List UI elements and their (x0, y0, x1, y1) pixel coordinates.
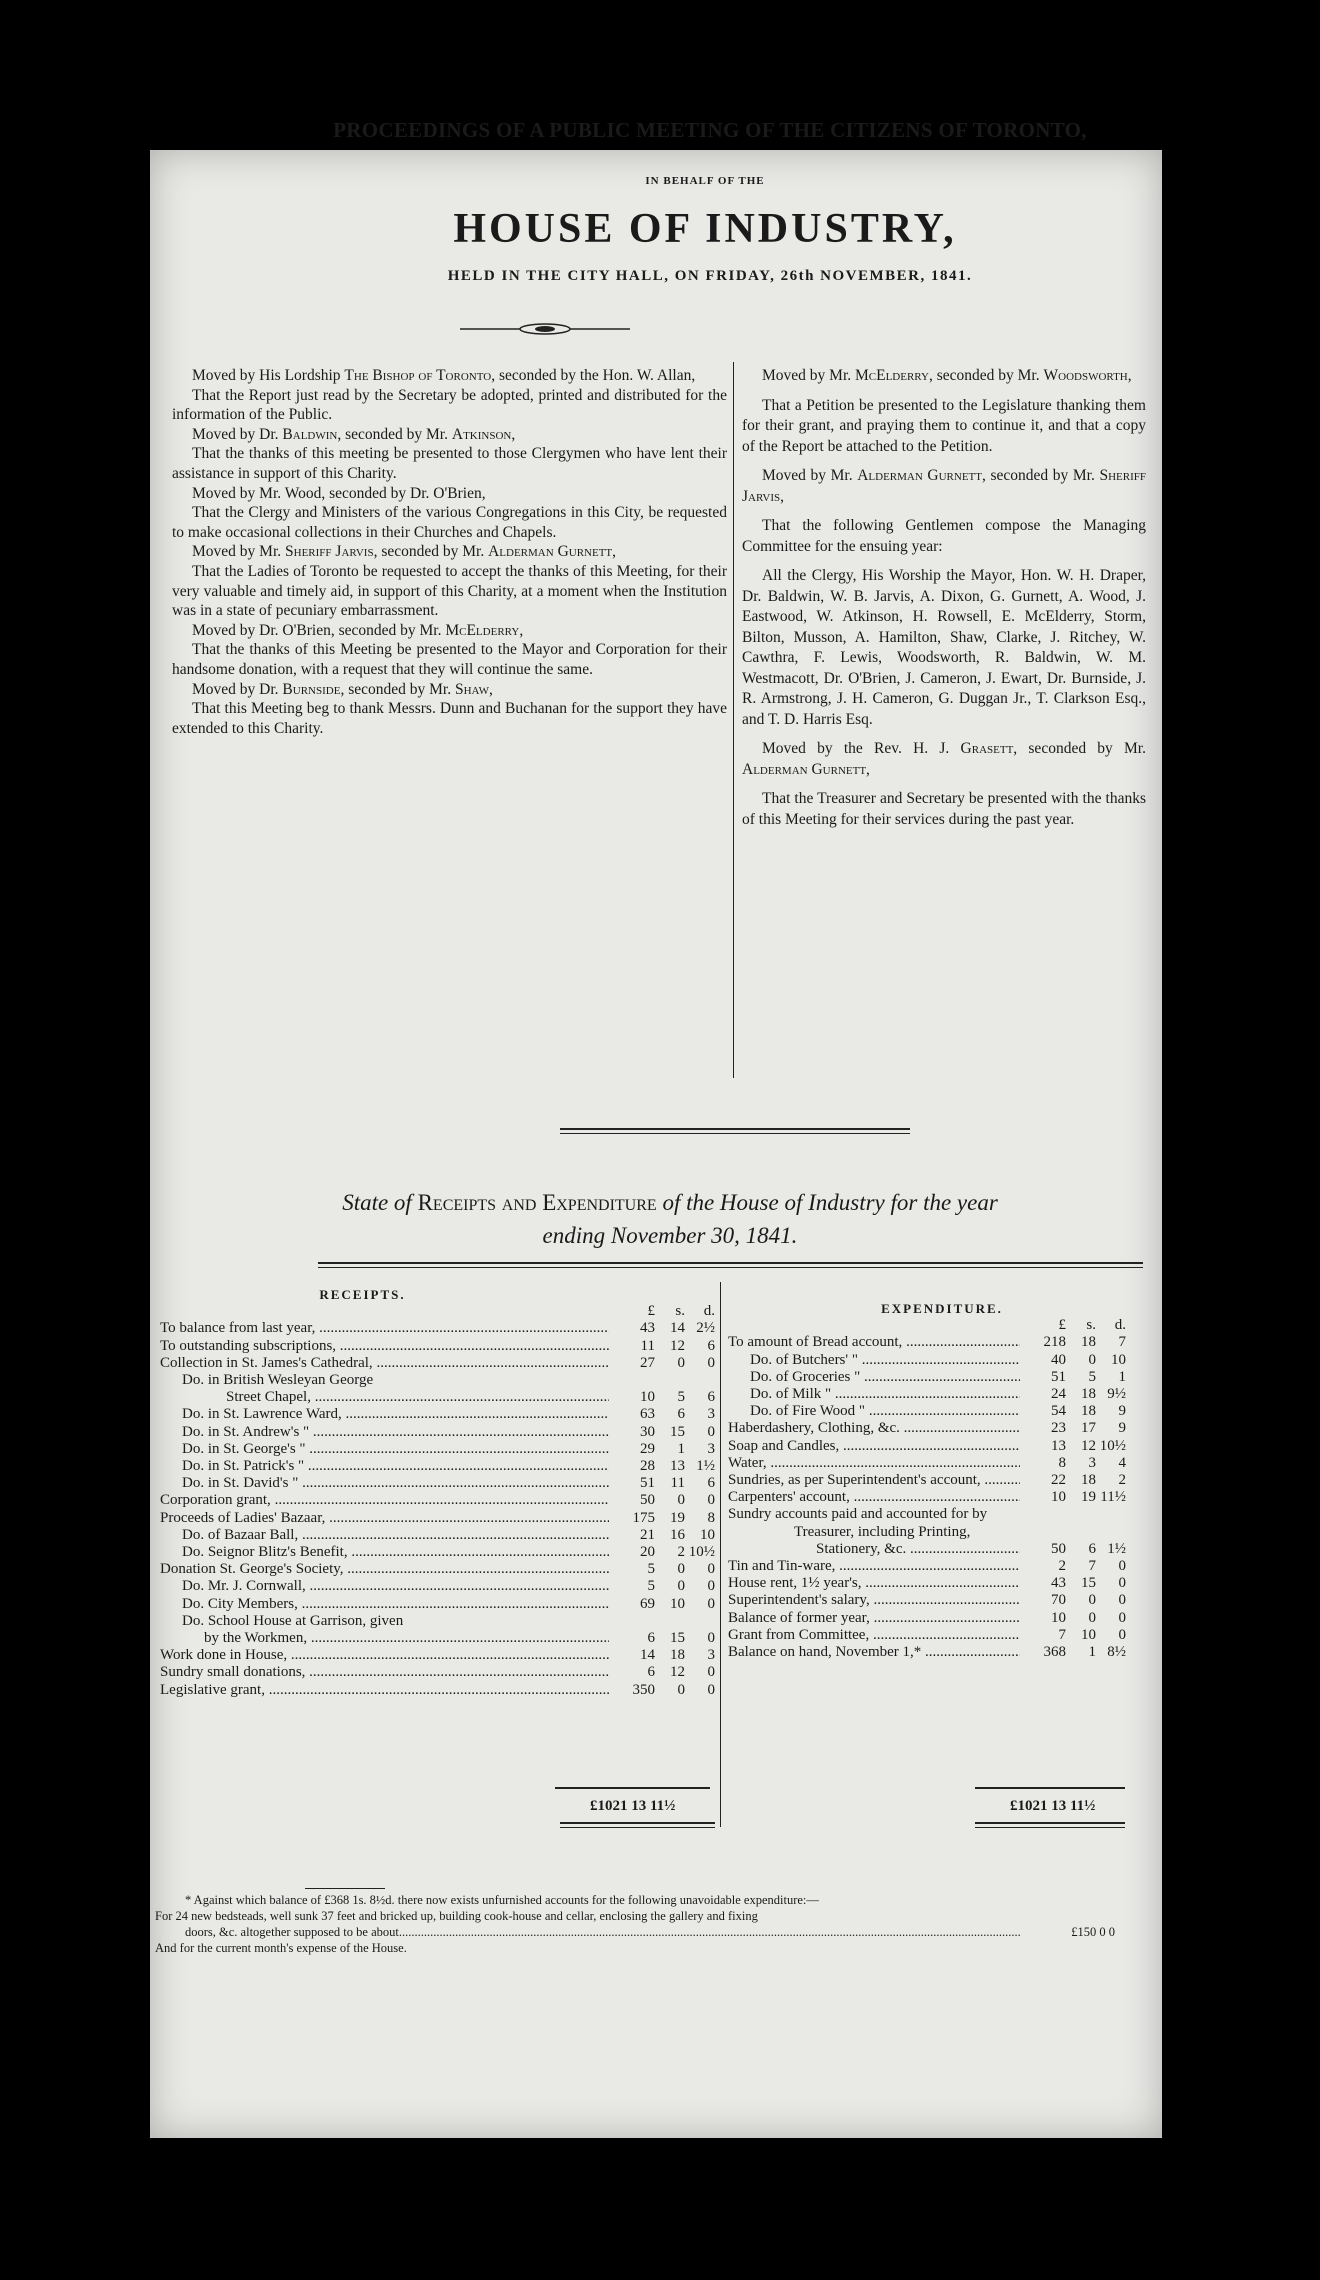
resolution-text: All the Clergy, His Worship the Mayor, Hon. W. H. Draper, Dr. Baldwin, W. B. Jarvis, A. Dixon, G. Gurnett, A. Wood, J. Eastwood, W. Atkinson, H. Rowsell, E. McElderry, Storm, Bilton, Musson, A. Hamilton, Shaw, Clarke, J. Ritchey, W. Cawthra, F. Lewis, Woodsworth, R. Baldwin, W. M. Westmacott, Dr. O'Brien, J. Cameron, J. Ewart, Dr. Burnside, J. R. Armstrong, J. H. Cameron, G. Duggan Jr., T. Clarkson Esq., and T. D. Harris Esq. (742, 567, 1146, 728)
account-label: Corporation grant, ..... (160, 1492, 609, 1509)
amount-s: 12 (670, 1664, 685, 1681)
amount-d: 9 (1118, 1403, 1126, 1420)
resolution-text: That the Ladies of Toronto be requested to accept the thanks of this Meeting, for their very valuable and timely aid, in support of this Charity, at a moment when the Institution was in a state of pecuniary embarrassment. (172, 562, 727, 620)
amount-p: 13 (1051, 1437, 1066, 1454)
amount-p: 29 (640, 1440, 655, 1457)
amount-d: 6 (707, 1475, 715, 1492)
account-label: Work done in House, ..... (160, 1647, 609, 1664)
ornament-divider (460, 322, 630, 336)
amount-p: 22 (1051, 1472, 1066, 1489)
amount-p: 28 (640, 1458, 655, 1475)
amount-p: 24 (1051, 1386, 1066, 1403)
account-label: Treasurer, including Printing, (794, 1523, 971, 1540)
footnote-line-4: And for the current month's expense of the House. (155, 1941, 407, 1955)
column-heads (728, 1317, 1126, 1334)
account-row (728, 1369, 1126, 1386)
account-row (728, 1403, 1126, 1420)
amount-p: 14 (640, 1647, 655, 1664)
column-head: £ (1058, 1317, 1066, 1334)
amount-d: 1½ (1107, 1540, 1126, 1557)
account-label: Sundry accounts paid and accounted for by (728, 1506, 988, 1523)
amount-s: 19 (1081, 1489, 1096, 1506)
account-row (728, 1420, 1126, 1437)
amount-d: 3 (707, 1406, 715, 1423)
amount-p: 27 (640, 1354, 655, 1371)
amount-s: 17 (1081, 1420, 1096, 1437)
amount-p: 6 (647, 1630, 655, 1647)
amount-p (1020, 1506, 1066, 1523)
column-head: d. (1114, 1317, 1126, 1334)
account-row (728, 1489, 1126, 1506)
account-row (160, 1355, 715, 1372)
motion-line: Moved by Mr. McElderry, seconded by Mr. Woodsworth, (762, 367, 1132, 384)
account-label: Balance on hand, November 1,* ..... (728, 1644, 1020, 1661)
amount-s: 18 (670, 1647, 685, 1664)
heading-house-of-industry: HOUSE OF INDUSTRY, (453, 206, 957, 252)
motion-line: Moved by Mr. Alderman Gurnett, seconded by Mr. Sheriff Jarvis, (742, 467, 1146, 505)
account-row (728, 1610, 1126, 1627)
column-head: s. (675, 1303, 685, 1320)
footnote-rule (305, 1888, 385, 1889)
amount-s: 6 (1088, 1540, 1096, 1557)
account-row (160, 1682, 715, 1699)
account-row (728, 1558, 1126, 1575)
amount-p: 23 (1051, 1420, 1066, 1437)
account-row (728, 1524, 1126, 1541)
statement-rule (318, 1262, 1143, 1268)
account-row (728, 1592, 1126, 1609)
account-row (160, 1613, 715, 1630)
amount-d: 10½ (1099, 1437, 1126, 1454)
amount-d: 0 (707, 1423, 715, 1440)
amount-s: 14 (670, 1320, 685, 1337)
account-label: Collection in St. James's Cathedral, ..... (160, 1355, 609, 1372)
account-label: Do. of Butchers' " ..... (728, 1352, 1020, 1369)
amount-s: 0 (1088, 1592, 1096, 1609)
footnote-amount: £150 0 0 (1071, 1925, 1115, 1939)
amount-d: 9 (1118, 1420, 1126, 1437)
account-label: Do. in St. George's " ..... (160, 1441, 609, 1458)
column-head: s. (1086, 1317, 1096, 1334)
amount-s: 6 (677, 1406, 685, 1423)
motion-line: Moved by Dr. Baldwin, seconded by Mr. Atkinson, (192, 425, 516, 443)
expenditure-sum-rule (975, 1787, 1125, 1789)
account-row (160, 1338, 715, 1355)
account-label: Soap and Candles, ..... (728, 1438, 1020, 1455)
amount-s (1066, 1524, 1096, 1541)
section-divider (560, 1128, 910, 1134)
amount-d: 0 (707, 1595, 715, 1612)
account-label: Stationery, &c. ..... (728, 1541, 1020, 1558)
account-row (160, 1527, 715, 1544)
amount-p: 5 (647, 1578, 655, 1595)
footnote-line-1: * Against which balance of £368 1s. 8½d. there now exists unfurnished accounts for the following unavoidable expenditure:— (185, 1893, 819, 1907)
account-label: Superintendent's salary, ..... (728, 1592, 1020, 1609)
amount-s: 18 (1081, 1334, 1096, 1351)
amount-d: 0 (707, 1664, 715, 1681)
account-label: Do. of Fire Wood " ..... (728, 1403, 1020, 1420)
amount-s: 12 (1081, 1437, 1096, 1454)
amount-d (1096, 1524, 1126, 1541)
amount-s: 18 (1081, 1403, 1096, 1420)
column-heads-spacer (728, 1317, 1020, 1334)
account-label: Balance of former year, ..... (728, 1610, 1020, 1627)
amount-s: 5 (1088, 1368, 1096, 1385)
amount-d: 11½ (1100, 1489, 1126, 1506)
amount-s: 1 (1088, 1644, 1096, 1661)
amount-d: 6 (707, 1337, 715, 1354)
footnote-line-2: For 24 new bedsteads, well sunk 37 feet and bricked up, building cook-house and cellar, enclosing the gallery and fixing (155, 1909, 758, 1923)
account-row (160, 1372, 715, 1389)
amount-d: 0 (1118, 1609, 1126, 1626)
expenditure-heading: EXPENDITURE. (881, 1301, 1003, 1316)
motion-line: Moved by Dr. Burnside, seconded by Mr. Shaw, (192, 680, 493, 698)
amount-s: 7 (1088, 1558, 1096, 1575)
amount-s: 0 (677, 1354, 685, 1371)
account-label: Do. City Members, ..... (160, 1596, 609, 1613)
account-row (728, 1472, 1126, 1489)
amount-d: 6 (707, 1389, 715, 1406)
amount-s: 1 (677, 1440, 685, 1457)
account-label: Legislative grant, ..... (160, 1682, 609, 1699)
account-label: House rent, 1½ year's, ..... (728, 1575, 1020, 1592)
account-label: Do. Seignor Blitz's Benefit, ..... (160, 1544, 609, 1561)
account-row (160, 1389, 715, 1406)
amount-d: 0 (1118, 1575, 1126, 1592)
account-row (160, 1630, 715, 1647)
amount-d: 0 (707, 1354, 715, 1371)
amount-p: 51 (1051, 1368, 1066, 1385)
account-row (728, 1334, 1126, 1351)
account-row (728, 1438, 1126, 1455)
amount-d: 2½ (696, 1320, 715, 1337)
amount-p: 218 (1043, 1334, 1066, 1351)
amount-d (685, 1372, 715, 1389)
account-row (728, 1541, 1126, 1558)
amount-p: 10 (1051, 1489, 1066, 1506)
resolution-text: That the Clergy and Ministers of the various Congregations in this City, be requested to make occasional collections in their Churches and Chapels. (172, 504, 727, 541)
amount-d: 10 (700, 1526, 715, 1543)
account-row (728, 1644, 1126, 1661)
amount-s (655, 1613, 685, 1630)
receipts-heading: RECEIPTS. (319, 1287, 406, 1302)
account-row (160, 1578, 715, 1595)
account-row (160, 1492, 715, 1509)
amount-s: 13 (670, 1458, 685, 1475)
amount-p: 21 (640, 1526, 655, 1543)
account-label: Do. in St. David's " ..... (160, 1475, 609, 1492)
amount-p: 175 (632, 1509, 655, 1526)
account-label: Carpenters' account, ..... (728, 1489, 1020, 1506)
expenditure-table (728, 1300, 1126, 1661)
amount-p: 50 (640, 1492, 655, 1509)
account-row (728, 1455, 1126, 1472)
amount-s: 0 (677, 1578, 685, 1595)
column-heads-spacer (160, 1303, 609, 1320)
account-row (160, 1320, 715, 1337)
footnote (155, 1892, 1115, 1956)
amount-d: 1½ (696, 1458, 715, 1475)
resolution-text: That this Meeting beg to thank Messrs. Dunn and Buchanan for the support they have extended to this Charity. (172, 700, 727, 737)
account-label: Do. of Groceries " ..... (728, 1369, 1020, 1386)
amount-d (1096, 1506, 1126, 1523)
resolution-text: That the thanks of this meeting be presented to those Clergymen who have lent their assistance in support of this Charity. (172, 445, 727, 482)
amount-d: 3 (707, 1440, 715, 1457)
amount-s: 11 (670, 1475, 685, 1492)
amount-s: 2 (677, 1544, 685, 1561)
amount-d: 10 (1111, 1351, 1126, 1368)
amount-p: 63 (640, 1406, 655, 1423)
left-resolutions-column (172, 366, 727, 738)
amount-s: 0 (677, 1492, 685, 1509)
motion-line: Moved by His Lordship The Bishop of Toronto, seconded by the Hon. W. Allan, (192, 367, 696, 384)
amount-p: 40 (1051, 1351, 1066, 1368)
amount-p: 8 (1058, 1454, 1066, 1471)
amount-s: 0 (677, 1561, 685, 1578)
motion-line: Moved by Mr. Sheriff Jarvis, seconded by Mr. Alderman Gurnett, (192, 543, 617, 561)
amount-d: 3 (707, 1647, 715, 1664)
amount-p: 69 (640, 1595, 655, 1612)
amount-d: 8½ (1107, 1644, 1126, 1661)
account-row (160, 1441, 715, 1458)
amount-p: 7 (1058, 1626, 1066, 1643)
account-label: Do. in St. Andrew's " ..... (160, 1424, 609, 1441)
amount-p: 5 (647, 1561, 655, 1578)
account-row (728, 1386, 1126, 1403)
accounts-divider (720, 1282, 721, 1827)
resolution-text: That a Petition be presented to the Legislature thanking them for their grant, and praying them to continue it, and that a copy of the Report be attached to the Petition. (742, 396, 1146, 455)
account-row (160, 1475, 715, 1492)
amount-p: 368 (1043, 1644, 1066, 1661)
account-label: Haberdashery, Clothing, &c. ..... (728, 1420, 1020, 1437)
account-label: Donation St. George's Society, ..... (160, 1561, 609, 1578)
statement-title: State of Receipts and Expenditure of the House of Industry for the year ending November 30, 1841. (342, 1190, 998, 1248)
amount-p: 2 (1058, 1558, 1066, 1575)
amount-p: 51 (640, 1475, 655, 1492)
amount-s: 19 (670, 1509, 685, 1526)
account-label: Water, ..... (728, 1455, 1020, 1472)
amount-p: 30 (640, 1423, 655, 1440)
amount-p: 350 (632, 1681, 655, 1698)
account-label: Sundries, as per Superintendent's account, ..... (728, 1472, 1020, 1489)
amount-p: 70 (1051, 1592, 1066, 1609)
account-label: Do. School House at Garrison, given (182, 1612, 404, 1629)
account-label: Sundry small donations, ..... (160, 1664, 609, 1681)
account-label: Do. of Milk " ..... (728, 1386, 1020, 1403)
expenditure-total-rule (975, 1822, 1125, 1828)
account-label: Do. Mr. J. Cornwall, ..... (160, 1578, 609, 1595)
amount-p: 11 (640, 1337, 655, 1354)
amount-d: 9½ (1107, 1386, 1126, 1403)
footnote-line-3-text: doors, &c. altogether supposed to be about....................................................................................................................................................................................................... (185, 1925, 1021, 1939)
heading-proceedings: PROCEEDINGS OF A PUBLIC MEETING OF THE CITIZENS OF TORONTO, (333, 118, 1087, 142)
amount-d: 0 (707, 1561, 715, 1578)
amount-p: 43 (640, 1320, 655, 1337)
amount-p: 10 (640, 1389, 655, 1406)
amount-s: 15 (1081, 1575, 1096, 1592)
amount-s: 18 (1081, 1386, 1096, 1403)
account-row (160, 1664, 715, 1681)
account-label: Grant from Committee, ..... (728, 1627, 1020, 1644)
amount-d: 0 (707, 1578, 715, 1595)
account-row (728, 1506, 1126, 1523)
resolution-text: That the thanks of this Meeting be presented to the Mayor and Corporation for their handsome donation, with a request that they will continue the same. (172, 641, 727, 678)
amount-d: 0 (707, 1630, 715, 1647)
account-label: Do. in British Wesleyan George (182, 1372, 374, 1389)
amount-s: 3 (1088, 1454, 1096, 1471)
heading-held-in-city-hall: HELD IN THE CITY HALL, ON FRIDAY, 26th NOVEMBER, 1841. (447, 268, 973, 284)
account-label: To outstanding subscriptions, ..... (160, 1338, 609, 1355)
motion-line: Moved by Mr. Wood, seconded by Dr. O'Brien, (192, 484, 486, 502)
amount-s: 15 (670, 1423, 685, 1440)
footnote-line-3 (155, 1924, 1115, 1940)
amount-p: 54 (1051, 1403, 1066, 1420)
receipts-total-rule (560, 1822, 715, 1828)
amount-s: 10 (1081, 1626, 1096, 1643)
amount-s: 0 (1088, 1609, 1096, 1626)
amount-s: 0 (1088, 1351, 1096, 1368)
account-label: To amount of Bread account, ..... (728, 1334, 1020, 1351)
account-row (160, 1510, 715, 1527)
account-row (160, 1424, 715, 1441)
amount-d: 0 (1118, 1558, 1126, 1575)
amount-p: 6 (647, 1664, 655, 1681)
amount-d: 8 (707, 1509, 715, 1526)
amount-s: 12 (670, 1337, 685, 1354)
amount-s (1066, 1506, 1096, 1523)
account-row (160, 1544, 715, 1561)
amount-d: 0 (707, 1681, 715, 1698)
account-row (160, 1406, 715, 1423)
account-label: To balance from last year, ..... (160, 1320, 609, 1337)
receipts-table (160, 1286, 715, 1699)
amount-p: 50 (1051, 1540, 1066, 1557)
amount-s: 5 (677, 1389, 685, 1406)
amount-p: 10 (1051, 1609, 1066, 1626)
amount-d: 0 (707, 1492, 715, 1509)
column-head: £ (647, 1303, 655, 1320)
amount-d: 10½ (688, 1544, 715, 1561)
amount-d: 0 (1118, 1592, 1126, 1609)
motion-line: Moved by Dr. O'Brien, seconded by Mr. McElderry, (192, 621, 524, 639)
account-label: Street Chapel, ..... (160, 1389, 609, 1406)
account-row (160, 1458, 715, 1475)
heading-in-behalf: IN BEHALF OF THE (645, 175, 765, 187)
account-row (728, 1627, 1126, 1644)
account-label: Do. of Bazaar Ball, ..... (160, 1527, 609, 1544)
resolution-text: That the Treasurer and Secretary be presented with the thanks of this Meeting for their services during the past year. (742, 790, 1146, 828)
amount-d: 4 (1118, 1454, 1126, 1471)
expenditure-total: £1021 13 11½ (1010, 1798, 1096, 1814)
account-label: Do. in St. Lawrence Ward, ..... (160, 1406, 609, 1423)
account-row (160, 1561, 715, 1578)
amount-p (609, 1613, 655, 1630)
resolution-text: That the Report just read by the Secretary be adopted, printed and distributed for the information of the Public. (172, 386, 727, 424)
account-row (728, 1352, 1126, 1369)
resolution-text: That the following Gentlemen compose the Managing Committee for the ensuing year: (742, 517, 1146, 555)
column-divider (733, 362, 734, 1078)
right-resolutions-column (742, 366, 1146, 839)
amount-d: 1 (1118, 1368, 1126, 1385)
amount-s: 18 (1081, 1472, 1096, 1489)
amount-s: 10 (670, 1595, 685, 1612)
amount-s (655, 1372, 685, 1389)
account-label: Proceeds of Ladies' Bazaar, ..... (160, 1510, 609, 1527)
account-label: by the Workmen, ..... (160, 1630, 609, 1647)
account-row (728, 1575, 1126, 1592)
amount-p (609, 1372, 655, 1389)
column-head: d. (703, 1303, 715, 1320)
account-row (160, 1596, 715, 1613)
account-row (160, 1647, 715, 1664)
amount-d: 0 (1118, 1626, 1126, 1643)
amount-s: 0 (677, 1681, 685, 1698)
account-label: Do. in St. Patrick's " ..... (160, 1458, 609, 1475)
amount-d (685, 1613, 715, 1630)
amount-p: 43 (1051, 1575, 1066, 1592)
receipts-sum-rule (555, 1787, 710, 1789)
amount-p (1020, 1524, 1066, 1541)
column-heads (160, 1303, 715, 1320)
amount-s: 16 (670, 1526, 685, 1543)
amount-s: 15 (670, 1630, 685, 1647)
amount-p: 20 (640, 1544, 655, 1561)
receipts-total: £1021 13 11½ (590, 1798, 676, 1814)
account-label: Tin and Tin-ware, ..... (728, 1558, 1020, 1575)
amount-d: 2 (1118, 1472, 1126, 1489)
motion-line: Moved by the Rev. H. J. Grasett, seconded by Mr. Alderman Gurnett, (742, 740, 1146, 778)
amount-d: 7 (1118, 1334, 1126, 1351)
